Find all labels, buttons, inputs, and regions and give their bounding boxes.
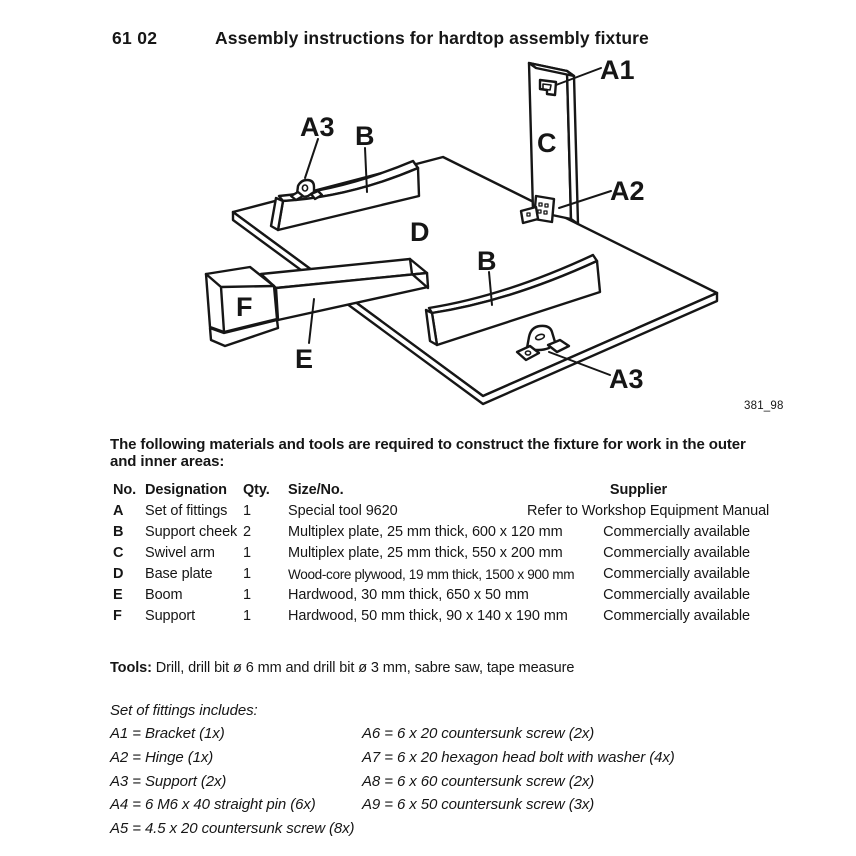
table-row — [113, 585, 758, 606]
cell-supplier: Commercially available — [603, 587, 750, 603]
intro-paragraph — [110, 437, 790, 470]
cell-size: Hardwood, 50 mm thick, 90 x 140 x 190 mm — [288, 608, 568, 624]
fitting-item: A1 = Bracket (1x) — [110, 725, 225, 742]
cell-qty: 1 — [243, 545, 251, 561]
fittings-row — [110, 749, 770, 773]
label-d: D — [410, 217, 430, 247]
cell-designation: Boom — [145, 587, 183, 603]
fitting-item: A2 = Hinge (1x) — [110, 748, 214, 766]
cell-no: C — [113, 545, 124, 561]
header-supplier: Supplier — [609, 482, 668, 498]
fittings-row — [110, 820, 770, 844]
header-qty: Qty. — [243, 482, 270, 498]
header-size: Size/No. — [288, 482, 344, 498]
label-b-top: B — [355, 121, 375, 151]
table-row — [113, 522, 758, 543]
cell-size: Multiplex plate, 25 mm thick, 600 x 120 mm — [288, 524, 563, 540]
cell-qty: 1 — [243, 608, 251, 624]
intro-line-2: and inner areas: — [110, 452, 225, 470]
figure-reference: 381_98 — [744, 400, 784, 412]
cell-designation: Support — [145, 608, 196, 624]
cell-designation: Base plate — [145, 566, 213, 582]
cell-qty: 1 — [243, 566, 251, 582]
cell-designation: Swivel arm — [145, 545, 215, 561]
fittings-heading: Set of fittings includes: — [110, 702, 258, 719]
materials-table — [113, 480, 770, 627]
fitting-item: A3 = Support (2x) — [110, 772, 227, 790]
table-row — [113, 564, 758, 585]
tools-text: Drill, drill bit ø 6 mm and drill bit ø 3 mm, sabre saw, tape measure — [151, 660, 575, 676]
label-a2: A2 — [610, 176, 645, 206]
cell-no: F — [113, 608, 122, 624]
cell-qty: 2 — [243, 524, 251, 540]
header-designation: Designation — [145, 482, 227, 498]
cell-no: D — [113, 566, 124, 582]
cell-supplier: Commercially available — [603, 566, 750, 582]
fitting-item — [362, 820, 770, 844]
table-row — [113, 501, 770, 522]
fitting-item: A9 = 6 x 50 countersunk screw (3x) — [362, 796, 595, 814]
fitting-item: A5 = 4.5 x 20 countersunk screw (8x) — [110, 820, 355, 838]
fittings-row — [110, 725, 770, 749]
cell-no: E — [113, 587, 123, 603]
header-no: No. — [113, 482, 137, 498]
page-title: Assembly instructions for hardtop assembly fixture — [215, 28, 649, 48]
intro-line-1: The following materials and tools are required to construct the fixture for work in the outer — [110, 436, 746, 453]
label-f: F — [236, 292, 253, 322]
label-a3-bottom: A3 — [609, 364, 644, 394]
tools-line — [110, 660, 574, 676]
fitting-item: A4 = 6 M6 x 40 straight pin (6x) — [110, 796, 316, 814]
tools-label: Tools: — [110, 660, 152, 676]
fittings-row — [110, 796, 770, 820]
fittings-list — [110, 725, 770, 844]
section-code: 61 02 — [112, 28, 158, 48]
cell-supplier: Commercially available — [603, 545, 750, 561]
label-c: C — [537, 128, 557, 158]
fitting-item: A8 = 6 x 60 countersunk screw (2x) — [362, 772, 595, 790]
cell-designation: Support cheek — [145, 524, 238, 540]
fittings-row — [110, 773, 770, 797]
cell-no: A — [113, 503, 124, 519]
fitting-item: A6 = 6 x 20 countersunk screw (2x) — [362, 725, 595, 742]
table-row — [113, 606, 758, 627]
leader-a3-top — [305, 139, 318, 178]
table-header-row — [113, 480, 758, 501]
label-b-bottom: B — [477, 246, 497, 276]
cell-supplier: Commercially available — [603, 524, 750, 540]
cell-size: Wood-core plywood, 19 mm thick, 1500 x 900 mm — [288, 567, 575, 582]
cell-supplier: Refer to Workshop Equipment Manual — [527, 503, 770, 519]
cell-size: Multiplex plate, 25 mm thick, 550 x 200 mm — [288, 545, 563, 561]
cell-qty: 1 — [243, 503, 251, 519]
fitting-item: A7 = 6 x 20 hexagon head bolt with washer (4x) — [362, 748, 675, 766]
cell-qty: 1 — [243, 587, 251, 603]
label-a1: A1 — [600, 55, 635, 85]
cell-size: Special tool 9620 — [288, 503, 398, 519]
label-a3-top: A3 — [300, 112, 335, 142]
label-e: E — [295, 344, 314, 374]
cell-designation: Set of fittings — [145, 503, 228, 519]
table-row — [113, 543, 758, 564]
cell-supplier: Commercially available — [603, 608, 750, 624]
cell-size: Hardwood, 30 mm thick, 650 x 50 mm — [288, 587, 529, 603]
cell-no: B — [113, 524, 124, 540]
